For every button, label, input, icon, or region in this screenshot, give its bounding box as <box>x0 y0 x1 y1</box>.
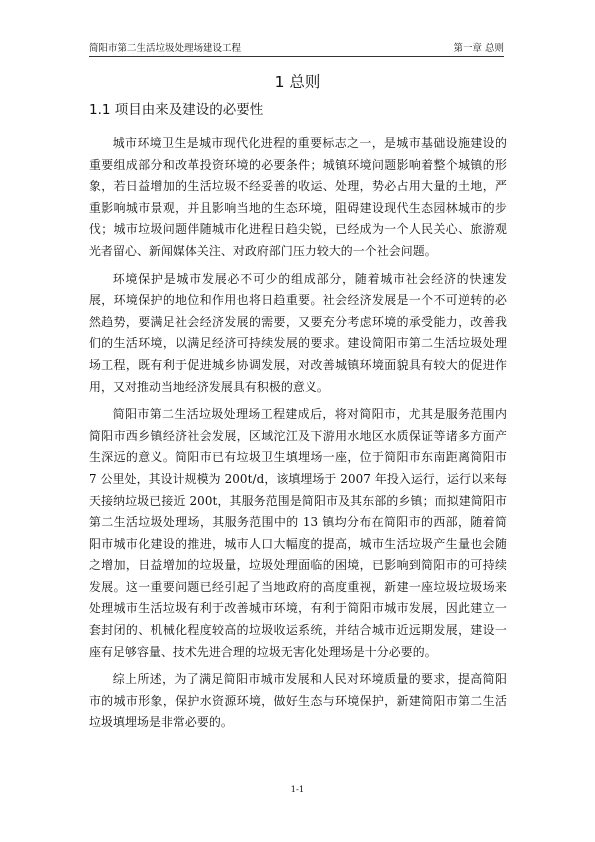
paragraph: 简阳市第二生活垃圾处理场工程建成后，将对简阳市，尤其是服务范围内简阳市西乡镇经济社会发展，区域沱江及下游用水地区水质保证等诸多方面产生深远的意义。简阳市已有垃圾卫生填埋场一座，位于简阳市东南距离简阳市 7 公里处，其设计规模为 200t/d，该填埋场于 2007 年投入运行，运行以来每天接纳垃圾已接近 200t，其服务范围是简阳市及其东部的乡镇；而拟建简阳市第二生活垃圾处理场，其服务范围中的 13 镇均分布在简阳市的西部，随着简阳市城市化建设的推进，城市人口大幅度的提高，城市生活垃圾产生量也会随之增加，日益增加的垃圾量，垃圾处理面临的困境，已影响到简阳市的可持续发展。这一重要问题已经引起了当地政府的高度重视，新建一座垃圾垃圾场来处理城市生活垃圾有利于改善城市环境，有利于简阳市城市发展，因此建立一套封闭的、机械化程度较高的垃圾收运系统，并结合城市近远期发展，建设一座有足够容量、技术先进合理的垃圾无害化处理场是十分必要的。 <box>89 407 507 659</box>
page-number: 1-1 <box>290 785 305 795</box>
chapter-title: 1 总则 <box>274 73 321 91</box>
section-title: 1.1 项目由来及建设的必要性 <box>89 102 264 118</box>
body-text <box>89 133 507 740</box>
paragraph: 城市环境卫生是城市现代化进程的重要标志之一，是城市基础设施建设的重要组成部分和改革投资环境的必要条件；城镇环境问题影响着整个城镇的形象，若日益增加的生活垃圾不经妥善的收运、处理，势必占用大量的土地，严重影响城市景观，并且影响当地的生态环境，阻碍建设现代生态园林城市的步伐；城市垃圾问题伴随城市化进程日趋尖锐，已经成为一个人民关心、旅游观光者留心、新闻媒体关注、对政府部门压力较大的一个社会问题。 <box>89 136 507 258</box>
header-project-title: 简阳市第二生活垃圾处理场建设工程 <box>89 43 242 54</box>
paragraph: 环境保护是城市发展必不可少的组成部分，随着城市社会经济的快速发展，环境保护的地位和作用也将日趋重要。社会经济发展是一个不可逆转的必然趋势，要满足社会经济发展的需要，又要充分考虑环境的承受能力，改善我们的生活环境，以满足经济可持续发展的要求。建设简阳市第二生活垃圾处理场工程，既有利于促进城乡协调发展，对改善城镇环境面貌具有较大的促进作用，又对推动当地经济发展具有积极的意义。 <box>89 271 507 394</box>
running-header <box>89 41 504 57</box>
header-chapter-label: 第一章 总则 <box>453 43 504 54</box>
paragraph: 综上所述，为了满足简阳市城市发展和人民对环境质量的要求，提高简阳市的城市形象，保护水资源环境，做好生态与环境保护，新建简阳市第二生活垃圾填埋场是非常必要的。 <box>89 672 507 730</box>
